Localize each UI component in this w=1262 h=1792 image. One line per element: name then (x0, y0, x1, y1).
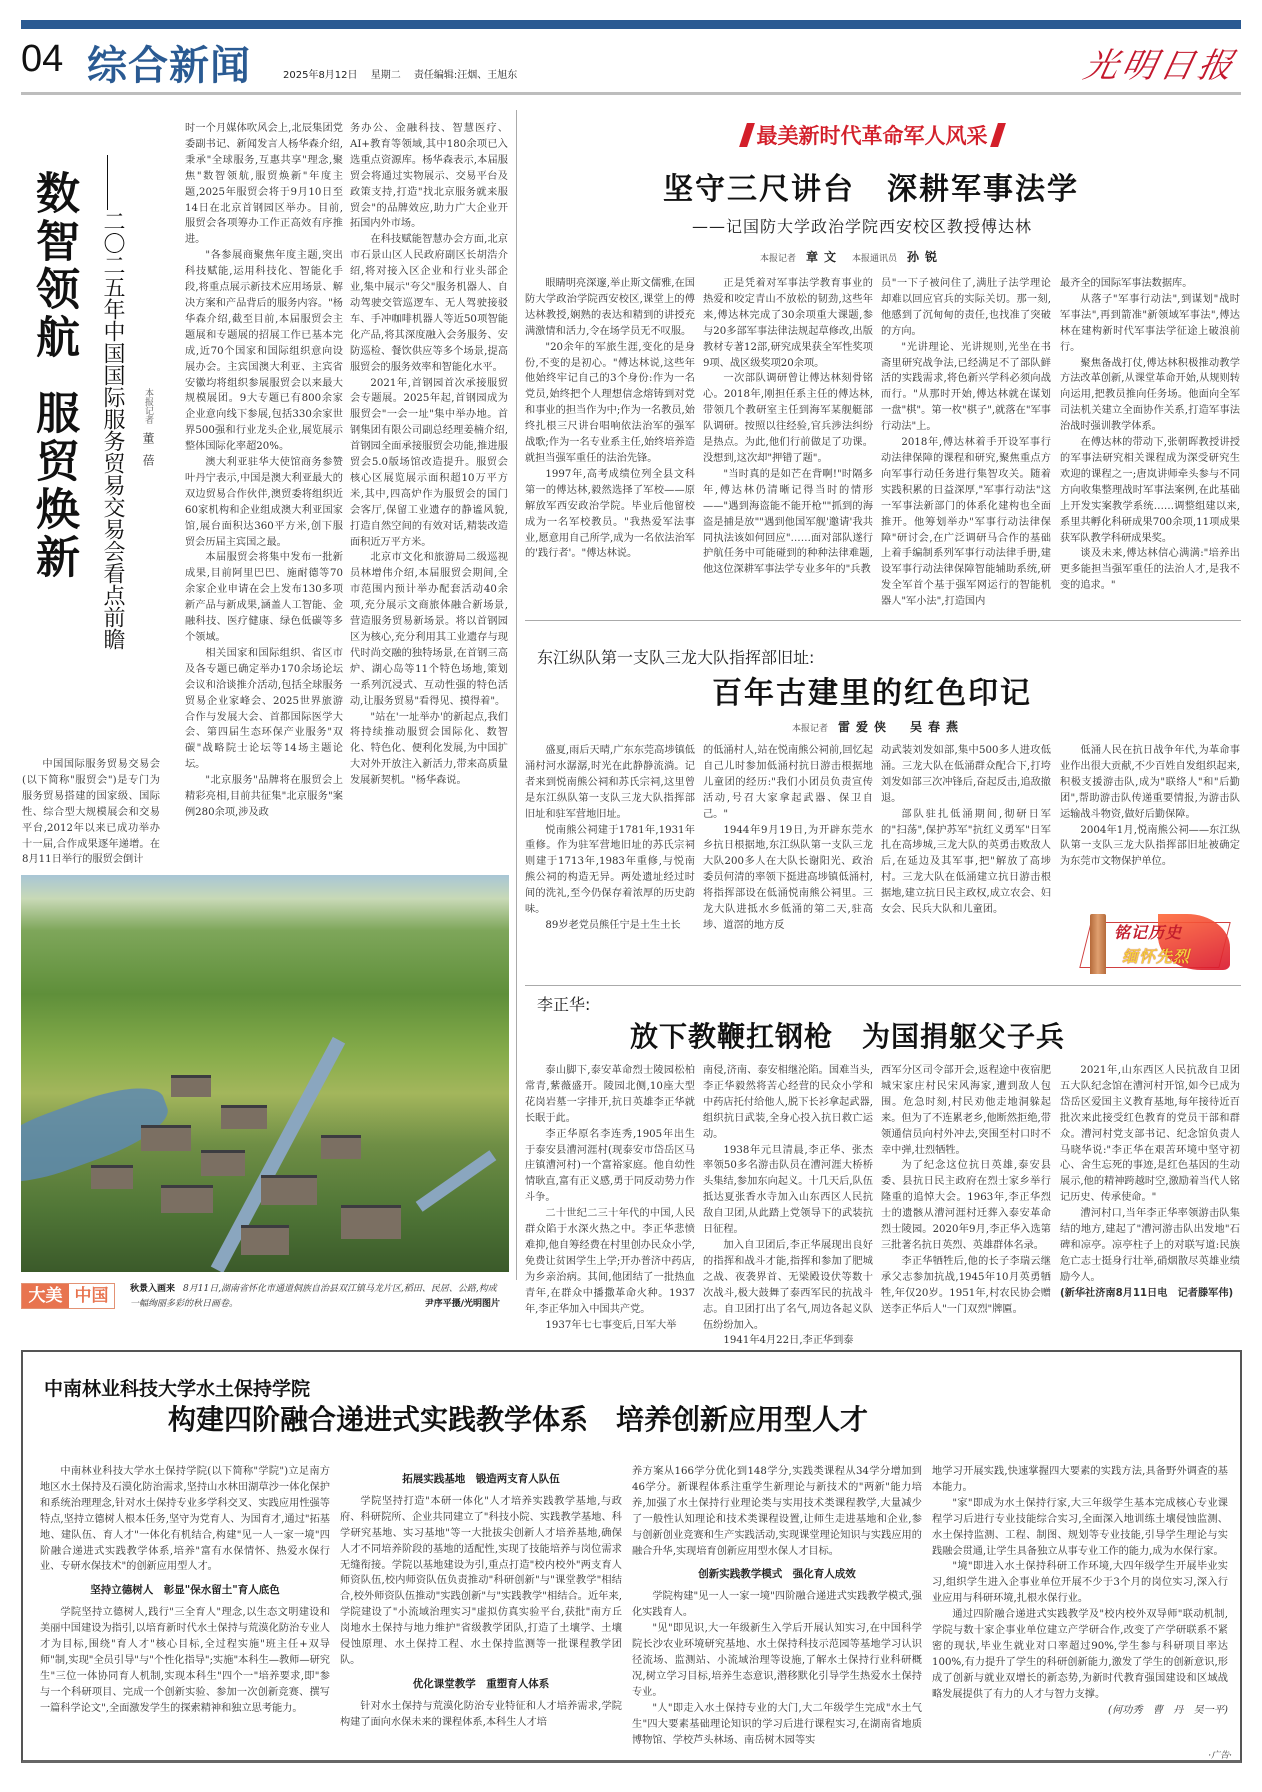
article1-title-part2: 服贸焕新 (28, 390, 79, 582)
paragraph: 学院构建"见一人一家一境"四阶融合递进式实践教学模式,强化实践育人。 (632, 1591, 922, 1619)
paragraph: 1997年,高考成绩位列全县文科第一的傅达林,毅然选择了军校——原解放军西安政治学院。毕业后他留校成为一名军校教员。"我热爱军法事业,愿意用自己所学,成为一名依法治军的'践行者'。"傅达林说。 (525, 468, 695, 560)
article1-subtitle-text: 二〇二五年中国国际服务贸易交易会看点前瞻 (100, 210, 125, 650)
remember-history-badge (1080, 910, 1230, 978)
beautiful-china-tag (21, 1283, 115, 1309)
article3-column-2 (703, 743, 873, 934)
ad-column-1 (40, 1464, 330, 1717)
caption-text: 8月11日,湖南省怀化市通道侗族自治县双江镇马龙片区,稻田、民居、公路,构成一幅绚丽多彩的秋日画卷。 (130, 1284, 497, 1309)
article2-column-2 (703, 276, 873, 578)
article4-column-4 (1060, 1063, 1240, 1302)
paragraph: 眼睛明亮深邃,举止斯文儒雅,在国防大学政治学院西安校区,课堂上的傅达林教授,娴熟的表达和精到的讲授充满激情和活力,令在场学员无不叹服。 (525, 278, 695, 337)
article4-column-3 (881, 1063, 1051, 1318)
paragraph: 二十世纪二三十年代的中国,人民群众陷于水深火热之中。李正华悲愤难抑,他自筹经费在村里创办民众小学,免费让贫困学生上学;开办普济中药店,为乡亲治病。其间,他团结了一批热血青年,在群众中播撒革命火种。1937年,李正华加入中国共产党。 (525, 1208, 695, 1315)
ad-column-3 (632, 1464, 922, 1748)
article3-byline (792, 718, 974, 735)
paragraph: "20余年的军旅生涯,变化的是身份,不变的是初心。"傅达林说,这些年他始终牢记自己的3个身份:作为一名党员,始终把个人理想信念熔铸到对党和事业的担当作为中;作为一名教员,始终扎根三尺讲台唱响依法治军的强军战歌;作为一名专业系主任,始终培养造就担当强军重任的法治先锋。 (525, 341, 695, 464)
paragraph: "光讲理论、光讲规则,光坐在书斋里研究战争法,已经满足不了部队鲜活的实践需求,将色新兴学科必须向战而行。"从那时开始,傅达林就在谋划一盘"棋"。第一枚"棋子",就落在"军事行动法"上。 (881, 341, 1051, 433)
article1-column-2 (185, 121, 343, 821)
article3-column-1 (525, 743, 695, 934)
column-divider (516, 110, 517, 1280)
article1-subtitle (100, 155, 124, 650)
article2-column-4 (1060, 276, 1240, 594)
section-title: 综合新闻 (87, 42, 251, 89)
paragraph: "各参展商聚焦年度主题,突出科技赋能,运用科技化、智能化手段,将重点展示新技术应用场景、解决方案和产品背后的服务内容。"杨华森介绍,截至目前,本届服贸会主题展和专题展的招展工作已基本完成,近70个国家和国际组织意向设展办会。主宾国澳大利亚、主宾省安徽均将组织参展服贸会以来最大规模展团。9大专题已有800余家企业意向线下参展,包括330余家世界500强和行业龙头企业,展览展示整体国际化率超20%。 (185, 250, 343, 453)
house (141, 1125, 191, 1151)
paragraph: 动武装刘发如部,集中500多人进攻低涌。三龙大队在低涌群众配合下,打垮刘发如部三次冲锋后,奋起反击,追敌撤退。 (881, 745, 1051, 804)
paragraph: 最齐全的国际军事法数据库。 (1060, 278, 1193, 289)
section-divider (525, 985, 1241, 986)
paragraph: 2018年,傅达林着手开设军事行动法律保障的课程和研究,聚焦重点方向军事行动任务进行集智攻关。随着实践积累的日益深厚,"军事行动法"这一军事法新部门的体系化建构也全面推开。他筹划举办"军事行动法律保障"研讨会,在广泛调研马合作的基础上着手编制系列军事行动法律手册,建设军事行动法律保障智能辅助系统,研发全军首个基于强军网运行的智能机器人"军小法",打造国内 (881, 437, 1051, 608)
paragraph: 员"一下子被问住了,满肚子法学理论却难以回应官兵的实际关切。那一刻,他感到了沉甸甸的责任,也找准了突破的方向。 (881, 278, 1051, 337)
article1-title-part1: 数智领航 (28, 170, 79, 362)
byline-label: 本报通讯员 (852, 254, 898, 264)
paragraph: "人"即走入水土保持专业的大门,大二年级学生完成"水土气生"四大要素基础理论知识的学习后进行课程实习,在湖南省地质博物馆、学校芦头林场、南岳树木园等实 (632, 1702, 922, 1746)
article3-title: 百年古建里的红色印记 (712, 676, 1032, 711)
top-color-bar (21, 20, 1241, 29)
house (171, 1075, 211, 1097)
issue-weekday: 星期二 (370, 70, 401, 81)
paragraph: 正是凭着对军事法学教育事业的热爱和咬定青山不放松的韧劲,这些年来,傅达林完成了30余项重大课题,参与20多部军事法律法规起草修改,出版教材专著12部,研究成果获全军性奖项9项、战区级奖项20余项。 (703, 278, 873, 369)
house (201, 1150, 245, 1176)
paragraph: 学院坚持打造"本研一体化"人才培养实践教学基地,与政府、科研院所、企业共同建立了"科技小院、实践教学基地、科学研究基地、实习基地"等一大批拔尖创新人才培养基地,确保人才不同培养阶段的基地的适配性,实现了技能培养与岗位需求无缝衔接。学院以基地建设为引,重点打造"校内校外"两支育人师资队伍,校内师资队伍负责推动"科研创新"与"课堂教学"相结合,校外师资队伍推动"实践创新"与"实践教学"相结合。近年来,学院建设了"小流域治理实习"虚拟仿真实验平台,获批"南方丘岗地水土保持与地力维护"省级教学团队,打造了土壤学、土壤侵蚀原理、水土保持工程、水土保持监测等一批课程教学团队。 (340, 1495, 622, 1666)
paragraph: 通过四阶融合递进式实践教学及"校内校外双导师"联动机制,学院与数十家企事业单位建立产学研合作,改变了产学研联系不紧密的现状,毕业生就业对口率超过90%,学生参与科研项目率达100%,有力提升了学生的科研创新能力,激发了学生的创新意识,形成了创新与就业双增长的新态势,为新时代教育强国建设和区域战略发展提供了有力的人才与智力支撑。 (932, 1609, 1228, 1700)
section-subheading: 拓展实践基地 锻造两支育人队伍 (402, 1473, 560, 1485)
paragraph: 本届服贸会将集中发布一批新成果,目前阿里巴巴、施耐德等70余家企业申请在会上发布130多项新产品与新成果,涵盖人工智能、金融科技、医疗健康、绿色低碳等多个领域。 (185, 552, 343, 643)
house (221, 1105, 267, 1129)
article1-title (28, 170, 78, 582)
badge-line1: 铭记历史 (1114, 923, 1183, 942)
paragraph: 李正华原名李连秀,1905年出生于泰安县漕河涯村(现泰安市岱岳区马庄镇漕河村)一个富裕家庭。他自幼性情耿直,富有正义感,勇于同反动势力作斗争。 (525, 1128, 695, 1204)
newspaper-logo: 光明日报 (1080, 46, 1241, 86)
paragraph: 2021年,山东西区人民抗敌自卫团五大队纪念馆在漕河村开馆,如今已成为岱岳区爱国主义教育基地,每年接待近百批次来此接受红色教育的党员干部和群众。漕河村党支部书记、纪念馆负责人马晓华说:"李正华在艰苦环境中坚守初心、舍生忘死的事迹,是红色基因的生动展示,他的精神跨越时空,激励着当代人铭记历史、传承使命。" (1060, 1065, 1240, 1204)
article4-column-1 (525, 1063, 695, 1333)
page-number: 04 (21, 38, 64, 80)
paragraph: 悦南熊公祠建于1781年,1931年重修。作为驻军营地旧址的苏氏宗祠则建于1713年,1983年重修,与悦南熊公祠的构造无异。两处遗址经过时间的洗礼,至今仍保存着浓厚的历史韵味。 (525, 824, 695, 916)
article1-byline (142, 388, 154, 476)
article2-kicker (712, 120, 1032, 150)
masthead (21, 34, 1241, 89)
kicker-bar-left (739, 123, 755, 147)
house (161, 1185, 213, 1213)
section-subheading: 坚持立德树人 彰显"保水留土"育人底色 (90, 1584, 280, 1597)
ad-column-4 (932, 1464, 1228, 1719)
dateline (283, 66, 527, 81)
badge-line2: 缅怀先烈 (1122, 947, 1191, 966)
article2-column-1 (525, 276, 695, 562)
paragraph: 在科技赋能智慧办会方面,北京市石景山区人民政府副区长胡浩介绍,将对接入区企业和行业头部企业,集中展示"夸父"服务机器人、自动驾驶交管巡逻车、无人驾驶接驳车、手冲咖啡机器人等近50项智能化产品,将其深度融入会务服务、安防巡检、餐饮供应等多个场景,提高服贸会的服务效率和智能化水平。 (350, 234, 508, 373)
byline-label: 本报记者 (143, 388, 153, 424)
paragraph: 谈及未来,傅达林信心满满:"培养出更多能担当强军重任的法治人才,是我不变的追求。" (1060, 548, 1240, 592)
issue-date: 2025年8月12日 (283, 70, 358, 81)
paragraph: 为了纪念这位抗日英雄,泰安县委、县抗日民主政府在烈士家乡举行隆重的追悼大会。1963年,李正华烈士的遗骸从漕河涯村迁葬入泰安革命烈士陵园。2020年9月,李正华入选第三批著名抗日英烈、英雄群体名录。 (881, 1160, 1051, 1251)
section-divider (525, 620, 1241, 621)
photo-caption (130, 1282, 500, 1312)
paragraph: 1944年9月19日,为开辟东莞水乡抗日根据地,东江纵队第一支队三龙大队200多人在大队长谢阳光、政治委员何清的率领下挺进高埗镇低涌村,将指挥部设在低涌悦南熊公祠里。三龙大队进抵水乡低涌的第二天,驻高埗、道滘的地方反 (703, 824, 873, 931)
paragraph: "当时真的是如芒在背啊!"时隔多年,傅达林仍清晰记得当时的情形——"遇到海盗能不能开枪""抓到的海盗是捕是放""遇到他国军舰'邀请'我共同执法该如何回应"……面对部队遂行护航任务中可能碰到的种种法律难题,他这位深耕军事法学专业多年的"兵教 (703, 468, 873, 576)
paragraph: "境"即进入水土保持科研工作环境,大四年级学生开展毕业实习,组织学生进入企事业单位开展不少于3个月的岗位实习,深入行业应用与科研环境,扎根水保行业。 (932, 1561, 1228, 1605)
article1-column-1 (22, 757, 160, 868)
paragraph: 务办公、金融科技、智慧医疗、AI+教育等领域,其中180余项已入选重点资源库。杨华森表示,本届服贸会将通过实物展示、交易平台及政策支持,打造"找北京服务就来服贸会"的品牌效应,助力广大企业开拓国内外市场。 (350, 123, 508, 230)
paragraph: "站在'一址举办'的新起点,我们将持续推动服贸会国际化、数智化、特色化、便利化发展,为中国扩大对外开放注入新活力,带来高质量发展新契机。"杨华森说。 (350, 711, 508, 787)
paragraph: 的低涌村人,站在悦南熊公祠前,回忆起自己儿时参加低涌村抗日游击根据地儿童团的经历:"我们小团员负责宣传活动,号召大家拿起武器、保卫自己。" (703, 745, 873, 820)
responsible-editors: 责任编辑:汪烟、王旭东 (413, 70, 518, 81)
paragraph: 漕河村口,当年李正华率领游击队集结的地方,建起了"漕河游击队出发地"石碑和凉亭。凉亭柱子上的对联写道:民族危亡志士挺身行壮举,硝烟散尽英雄业绩励今人。 (1060, 1208, 1240, 1283)
section-subheading: 优化课堂教学 重塑育人体系 (412, 1677, 550, 1690)
paragraph: 89岁老党员熊任宁是土生土长 (545, 919, 681, 931)
paragraph: 针对水土保持与荒漠化防治专业特征和人才培养需求,学院构建了面向水保未来的课程体系,本科生人才培 (340, 1700, 622, 1728)
paragraph: (何功秀 曹 丹 吴一平) (1107, 1704, 1228, 1716)
article3-kicker: 东江纵队第一支队三龙大队指挥部旧址: (537, 648, 815, 667)
section-subheading: 创新实践教学模式 强化育人成效 (698, 1568, 856, 1581)
article2-byline (760, 248, 953, 265)
paragraph: 澳大利亚驻华大使馆商务参赞叶丹宁表示,中国是澳大利亚最大的双边贸易合作伙伴,澳贸委将组织近60家机构和企业组成澳大利亚国家馆,展台面积达360平方米,创下服贸会历届主宾国之最。 (185, 457, 343, 548)
paragraph: 一次部队调研曾让傅达林刻骨铭心。2018年,刚担任系主任的傅达林,带领几个教研室主任到海军某舰艇部队调研。按照以往经验,官兵涉法纠纷是热点。为此,他们行前做足了功课。没想到,这次却"押错了题"。 (703, 373, 873, 464)
paragraph: 部队驻扎低涌期间,彻研日军的"扫荡",保护苏军"抗红义勇军"日军扎在高埗城,三龙大队的英勇击败敌人后,在延边及其军事,把"解放了高埗村。三龙大队在低涌建立抗日游击根据地,建立抗日民主政权,成立农会、妇女会、民兵大队和儿童团。 (881, 808, 1051, 916)
paragraph: 1941年4月22日,李正华到泰 (723, 1335, 854, 1347)
advertisement-mark: ·广告· (1208, 1751, 1232, 1761)
masthead-divider (21, 92, 1241, 95)
paragraph: 泰山脚下,泰安革命烈士陵园松柏常青,紫薇盛开。陵园北侧,10座大型花岗岩墓一字排开,抗日英雄李正华就长眠于此。 (525, 1065, 695, 1124)
paragraph: 盛夏,雨后天晴,广东东莞高埗镇低涌村河水潺潺,时光在此静静流淌。记者来到悦南熊公祠和苏氏宗祠,这里曾是东江纵队第一支队三龙大队指挥部旧址和驻军营地旧址。 (525, 745, 695, 820)
article2-column-3 (881, 276, 1051, 610)
paragraph: 地学习开展实践,快速掌握四大要素的实践方法,具备野外调查的基本能力。 (932, 1466, 1228, 1493)
paragraph: 李正华牺牲后,他的长子李瑞云继承父志参加抗战,1945年10月英勇牺牲,年仅20岁。1951年,村农民协会赠送李正华后人"一门双烈"牌匾。 (881, 1255, 1051, 1315)
house (261, 1175, 317, 1205)
ad-title: 构建四阶融合递进式实践教学体系 培养创新应用型人才 (168, 1403, 869, 1436)
paragraph: 中南林业科技大学水土保持学院(以下简称"学院")立足南方地区水土保持及石漠化防治需求,坚持山水林田湖草沙一体化保护和系统治理理念,针对水土保持专业多学科交叉、实践应用性强等特点,坚持立德树人根本任务,坚守为党育人、为国育才,通过"拓基地、建队伍、育人才"一体化有机结合,构建"见一人一家一境"四阶融合递进式实践教学体系,培养"富有水保情怀、热爱水保行业、专研水保技术"的创新应用型人才。 (40, 1466, 330, 1573)
byline-name: 董蓓 (141, 432, 155, 476)
byline-name: 雷爱侠 吴春燕 (838, 720, 965, 734)
byline-label: 本报记者 (760, 254, 797, 264)
house (321, 1135, 361, 1159)
article2-title: 坚守三尺讲台 深耕军事法学 (663, 172, 1079, 207)
paragraph: "见"即见识,大一年级新生入学后开展认知实习,在中国科学院长沙农业环境研究基地、水土保持科技示范园等基地学习认识径流场、监测站、小流域治理等设施,了解水土保持行业科研概况,树立学习目标,培养生态意识,潜移默化引导学生热爱水土保持专业。 (632, 1623, 922, 1698)
kicker-bar-right (990, 123, 1006, 147)
article3-column-3 (881, 743, 1051, 918)
house (91, 1165, 133, 1189)
ad-column-2 (340, 1464, 622, 1731)
byline-name: 孙锐 (907, 250, 944, 264)
article2-subtitle: ——记国防大学政治学院西安校区教授傅达林 (692, 217, 1033, 236)
paragraph: (新华社济南8月11日电 记者滕军伟) (1060, 1287, 1234, 1299)
subtitle-dash (107, 155, 108, 210)
paragraph: 时一个月媒体吹风会上,北辰集团党委副书记、新闻发言人杨华森介绍,秉承"全球服务,互惠共享"理念,聚焦"数智领航,服贸焕新"年度主题,2025年服贸会将于9月10日至14日在北京首钢园区举办。目前,服贸会各项筹办工作正高效有序推进。 (185, 123, 343, 246)
paragraph: 在傅达林的带动下,张朝晖教授讲授的军事法研究相关课程成为深受研究生欢迎的课程之一;唐岚讲师牵头参与不同方向收集整理战时军事法案例,在此基础上开发实案教学系统……调整组建以来,系里共孵化科研成果700余项,11项成果获军队教学科研成果奖。 (1060, 437, 1240, 544)
paragraph: 1938年元旦清晨,李正华、张杰率领50多名游击队员在漕河涯大桥桥头集结,参加东向起义。十几天后,队伍抵达夏张香水寺加入山东西区人民抗敌自卫团,从此踏上党领导下的武装抗日征程。 (703, 1144, 873, 1236)
house (241, 1225, 289, 1255)
paragraph: 西军分区司令部开会,返程途中夜宿肥城宋家庄村民宋风海家,遭到敌人包围。危急时刻,村民劝他走地洞躲起来。但为了不连累老乡,他断然拒绝,带领通信员向村外冲去,突围至村口时不幸中弹,壮烈牺牲。 (881, 1065, 1051, 1156)
article1-column-3 (350, 121, 508, 789)
byline-label: 本报记者 (792, 724, 829, 734)
ad-kicker: 中南林业科技大学水土保持学院 (44, 1378, 311, 1400)
paragraph: 2021年,首钢园首次承接服贸会专题展。2025年起,首钢园成为服贸会"一会一址"集中举办地。首钢集团有限公司副总经理姜楠介绍,首钢园全面承接服贸会功能,推进服贸会5.0版场馆改造提升。服贸会核心区展览展示面积超10万平方米,其中,四高炉作为服贸会的国门会客厅,保留工业遗存的静谧风貌,打造自然空间的有效对话,精装改造面积近万平方米。 (350, 377, 508, 548)
article4-title: 放下教鞭扛钢枪 为国捐躯父子兵 (630, 1020, 1066, 1053)
article2-kicker-text: 最美新时代革命军人风采 (756, 124, 988, 148)
tag-part1: 大美 (22, 1284, 69, 1308)
article4-column-2 (703, 1063, 873, 1349)
caption-title: 秋景入画来 (130, 1284, 176, 1294)
paragraph: 2004年1月,悦南熊公祠——东江纵队第一支队三龙大队指挥部旧址被确定为东莞市文物保护单位。 (1060, 824, 1240, 868)
paragraph: 从落子"军事行动法",到谋划"战时军事法",再到箭准"新领域军事法",傅达林在建构新时代军事法学征途上破浪前行。 (1060, 293, 1240, 353)
article3-column-4 (1060, 743, 1240, 870)
photo-credit: 尹序平摄/光明图片 (424, 1299, 500, 1309)
paragraph: 中国国际服务贸易交易会(以下简称"服贸会")是专门为服务贸易搭建的国家级、国际性、综合型大规模展会和交易平台,2012年以来已成功举办十一届,合作成果逐年递增。在8月11日举行的服贸会倒计 (22, 759, 160, 866)
paragraph: 加入自卫团后,李正华展现出良好的指挥和战斗才能,指挥和参加了肥城之战、夜袭界首、无梁殿设伏等数十次战斗,极大鼓舞了泰西军民的抗战斗志。自卫团打出了名气,周边各起义队伍纷纷加入。 (703, 1239, 873, 1331)
paragraph: 学院坚持立德树人,践行"三全育人"理念,以生态文明建设和美丽中国建设为指引,以培育新时代水土保持与荒漠化防治专业人才为目标,围绕"育人才"核心目标,全过程实施"班主任+双导师"制,实现"全员引导"与"个性化指导";实施"本科生—教师—研究生"三位一体协同育人机制,实现本科生"四个一"培养要求,即"参与一个科研项目、完成一个创新实验、参加一次创新竞赛、撰写一篇科学论文",全面激发学生的探索精神和独立思考能力。 (40, 1607, 330, 1714)
paragraph: 1937年七七事变后,日军大举 (545, 1319, 677, 1331)
tag-part2: 中国 (69, 1284, 114, 1308)
house (341, 1205, 401, 1239)
paragraph: 相关国家和国际组织、省区市及各专题已确定举办170余场论坛会议和洽谈推介活动,包括全球服务贸易企业家峰会、2025世界旅游合作与发展大会、首都国际医学大会、第四届生态环保产业服务"双碳"战略院士论坛等14场主题论坛。 (185, 647, 343, 771)
autumn-landscape-photo (21, 875, 509, 1272)
road (416, 1150, 497, 1211)
paragraph: "家"即成为水土保持行家,大三年级学生基本完成核心专业课程学习后进行专业技能综合实习,全面深入地训练土壤侵蚀监测、水土保持监测、工程、制图、规划等专业技能,引导学生理论与实践融会贯通,让学生具备独立从事专业工作的能力,成为水保行家。 (932, 1497, 1228, 1557)
paragraph: 聚焦备战打仗,傅达林积极推动教学方法改革创新,从课堂革命开始,从规则转向运用,把教员推向任务场。他面向全军司法机关建立全面协作关系,打造军事法治战时强训教学体系。 (1060, 357, 1240, 433)
article4-kicker: 李正华: (537, 995, 591, 1014)
paragraph: 北京市文化和旅游局二级巡视员林增伟介绍,本届服贸会期间,全市范围内预计举办配套活动40余项,充分展示文商旅体融合新场景,营造服务贸易新场景。将以首钢园区为核心,充分利用其工业遗存与现代时尚交融的独特场景,在首钢三高炉、湖心岛等11个特色场地,策划一系列沉浸式、互动性强的特色活动,让服务贸易"看得见、摸得着"。 (350, 552, 508, 707)
paragraph: 低涌人民在抗日战争年代,为革命事业作出很大贡献,不少百姓自发组织起来,积极支援游击队,成为"联络人"和"后勤团",帮助游击队传递重要情报,为游击队运输战斗物资,做好后勤保障。 (1060, 745, 1240, 820)
paragraph: "北京服务"品牌将在服贸会上精彩亮相,目前共征集"北京服务"案例280余项,涉及政 (185, 775, 343, 818)
paragraph: 养方案从166学分优化到148学分,实践类课程从34学分增加到46学分。新课程体系注重学生新理论与新技术的"两新"能力培养,加强了水土保持行业理论类与实用技术类课程教学,大量减少了一般性认知理论和技术类课程设置,让师生走进基地和企业,参与创新创业竞赛和生产实践活动,实现课堂理论知识与实践应用的融合升华,实现培育创新应用型水保人才目标。 (632, 1466, 922, 1557)
paragraph: 南侵,济南、泰安相继沦陷。国难当头,李正华毅然将苦心经营的民众小学和中药店托付给他人,脱下长衫拿起武器,组织抗日武装,全身心投入抗日救亡运动。 (703, 1065, 873, 1140)
monument-icon (1090, 914, 1106, 974)
byline-name: 章文 (806, 250, 843, 264)
